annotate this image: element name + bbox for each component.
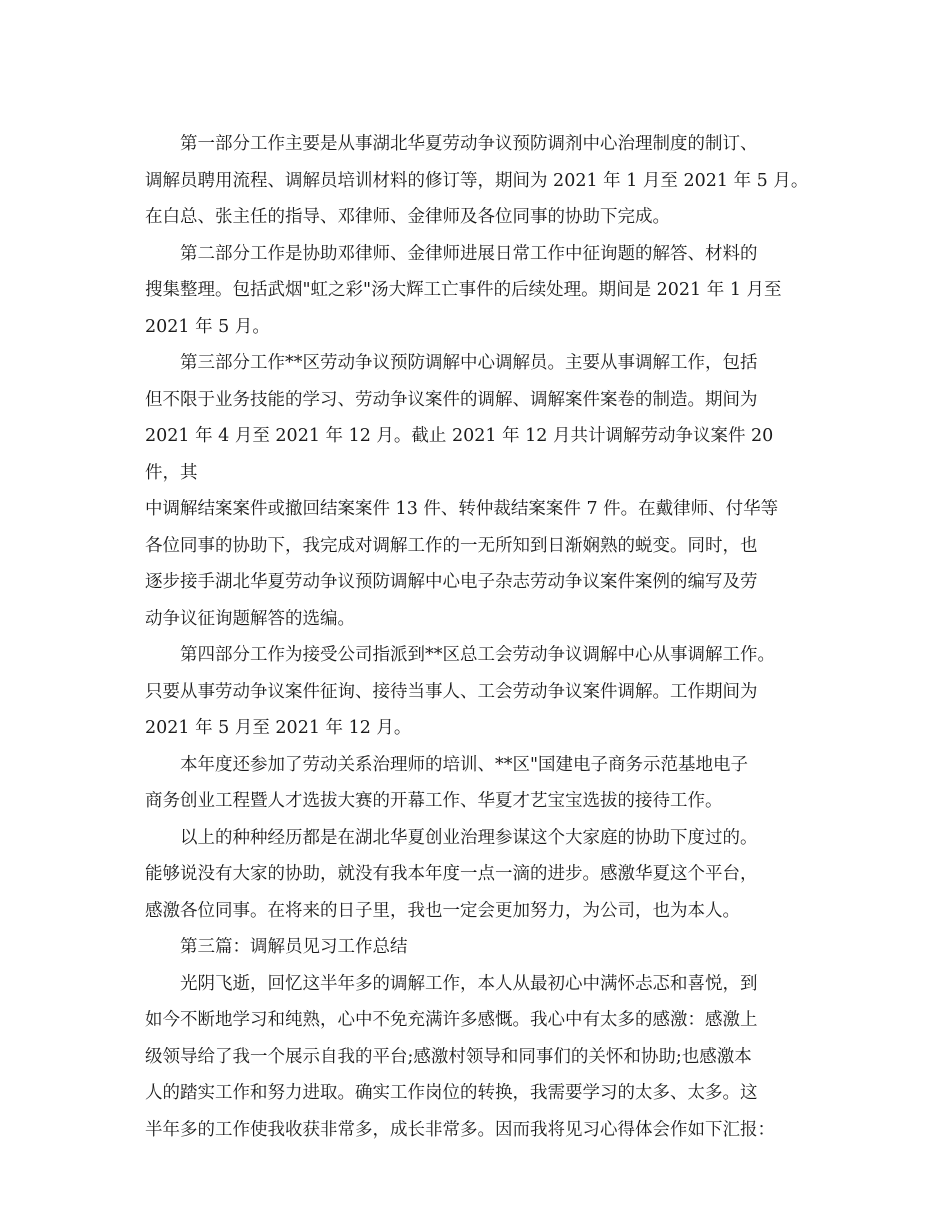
paragraph-part-one: 第一部分工作主要是从事湖北华夏劳动争议预防调剂中心治理制度的制订、 调解员聘用流程、调解员培训材料的修订等，期间为 2021 年 1 月至 2021 年 5 月。 在白总、张主任的指导、邓律师、金律师及各位同事的协助下完成。	[145, 134, 809, 227]
paragraph-internship-summary: 光阴飞逝，回忆这半年多的调解工作，本人从最初心中满怀忐忑和喜悦，到 如今不断地学习和纯熟，心中不免充满许多感慨。我心中有太多的感激：感激上 级领导给了我一个展示自我的平台;感激村领导和同事们的关怀和协助;也感激本 人的踏实工作和努力进取。确实工作岗位的转换，我需要学习的太多、太多。这 半年多的工作使我收获非常多，成长非常多。因而我将见习心得体会作如下汇报：	[145, 973, 775, 1140]
paragraph-part-two: 第二部分工作是协助邓律师、金律师进展日常工作中征询题的解答、材料的 搜集整理。包括武烟"虹之彩"汤大辉工亡事件的后续处理。期间是 2021 年 1 月至 2021 年 5 月。	[145, 243, 782, 337]
paragraph-part-three: 第三部分工作**区劳动争议预防调解中心调解员。主要从事调解工作，包括 但不限于业务技能的学习、劳动争议案件的调解、调解案件案卷的制造。期间为 2021 年 4 月至 2021 年 12 月。截止 2021 年 12 月共计调解劳动争议案件 20 件，其 中调解结案案件或撤回结案案件 13 件、转仲裁结案案件 7 件。在戴律师、付华等 各位同事的协助下，我完成对调解工作的一无所知到日渐娴熟的蜕变。同时，也 逐步接手湖北华夏劳动争议预防调解中心电子杂志劳动争议案件案例的编写及劳 动争议征询题解答的选编。	[145, 353, 779, 629]
paragraph-part-four: 第四部分工作为接受公司指派到**区总工会劳动争议调解中心从事调解工作。 只要从事劳动争议案件征询、接待当事人、工会劳动争议案件调解。工作期间为 2021 年 5 月至 2021 年 12 月。	[145, 645, 775, 738]
paragraph-gratitude: 以上的种种经历都是在湖北华夏创业治理参谋这个大家庭的协助下度过的。 能够说没有大家的协助，就没有我本年度一点一滴的进步。感激华夏这个平台， 感激各位同事。在将来的日子里，我也一定会更加努力，为公司，也为本人。	[145, 827, 758, 921]
section-heading: 第三篇：调解员见习工作总结	[180, 937, 408, 957]
document-body	[145, 126, 813, 1148]
paragraph-annual-activities: 本年度还参加了劳动关系治理师的培训、**区"国建电子商务示范基地电子 商务创业工程暨人才选拔大赛的开幕工作、华夏才艺宝宝选拔的接待工作。	[145, 754, 749, 811]
